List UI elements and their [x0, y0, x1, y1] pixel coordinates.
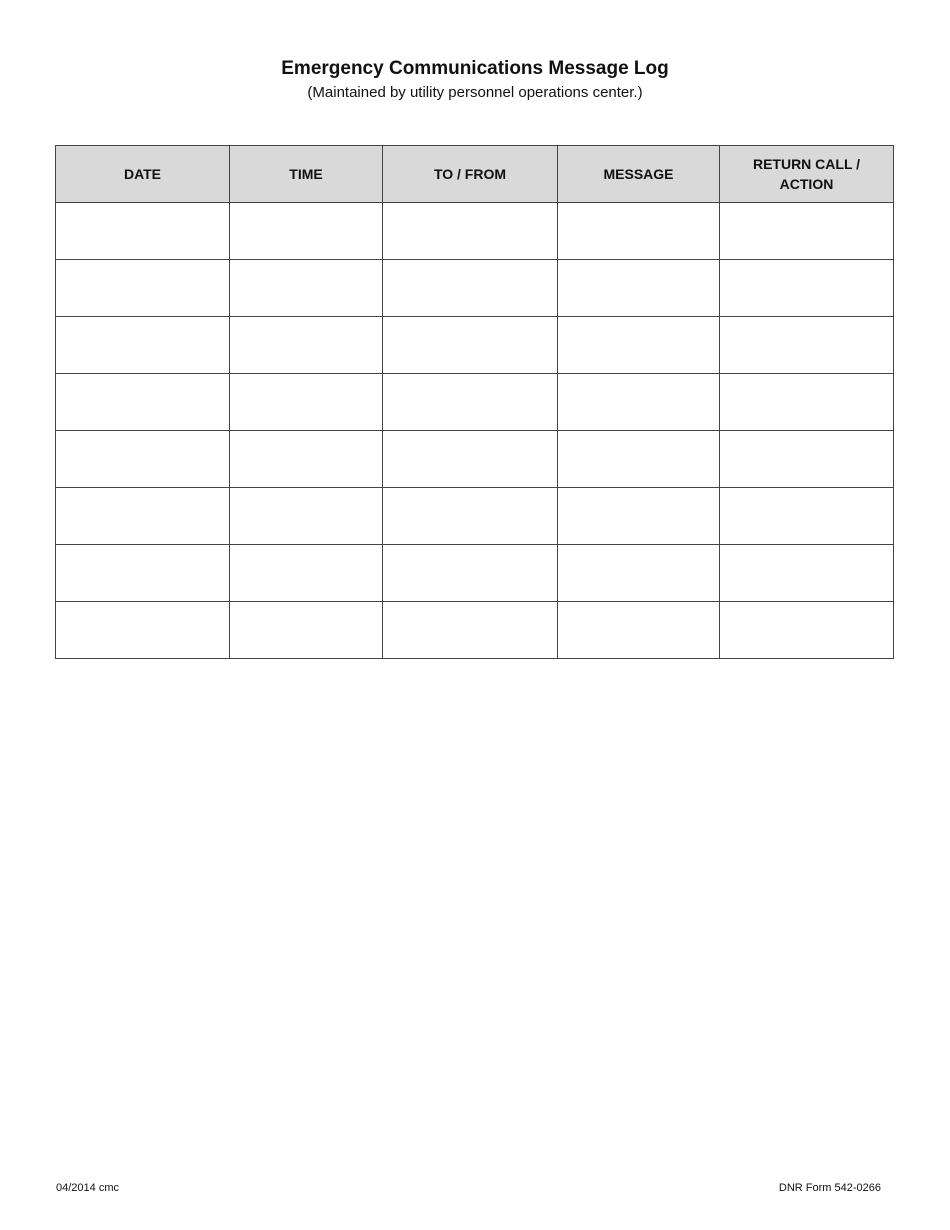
time-cell[interactable] — [230, 203, 383, 260]
date-cell[interactable] — [56, 602, 230, 659]
page-subtitle: (Maintained by utility personnel operations center.) — [307, 84, 643, 101]
return-call-action-cell[interactable] — [720, 317, 894, 374]
column-header-message: MESSAGE — [558, 146, 720, 203]
column-header-to-from: TO / FROM — [383, 146, 558, 203]
to-from-cell[interactable] — [383, 602, 558, 659]
date-cell[interactable] — [56, 203, 230, 260]
table-row — [56, 203, 894, 260]
return-call-action-cell[interactable] — [720, 260, 894, 317]
table-row — [56, 602, 894, 659]
return-call-action-cell[interactable] — [720, 431, 894, 488]
to-from-cell[interactable] — [383, 545, 558, 602]
message-cell[interactable] — [558, 374, 720, 431]
column-header-time: TIME — [230, 146, 383, 203]
column-header-return-call-action: RETURN CALL / ACTION — [720, 146, 894, 203]
time-cell[interactable] — [230, 602, 383, 659]
to-from-cell[interactable] — [383, 203, 558, 260]
time-cell[interactable] — [230, 545, 383, 602]
return-call-action-cell[interactable] — [720, 602, 894, 659]
to-from-cell[interactable] — [383, 488, 558, 545]
date-cell[interactable] — [56, 260, 230, 317]
time-cell[interactable] — [230, 374, 383, 431]
column-header-date: DATE — [56, 146, 230, 203]
form-revision-date: 04/2014 cmc — [56, 1182, 119, 1194]
message-cell[interactable] — [558, 431, 720, 488]
table-row — [56, 488, 894, 545]
to-from-cell[interactable] — [383, 317, 558, 374]
table-row — [56, 545, 894, 602]
time-cell[interactable] — [230, 260, 383, 317]
to-from-cell[interactable] — [383, 260, 558, 317]
date-cell[interactable] — [56, 317, 230, 374]
message-cell[interactable] — [558, 545, 720, 602]
date-cell[interactable] — [56, 488, 230, 545]
page-title: Emergency Communications Message Log — [281, 58, 669, 79]
time-cell[interactable] — [230, 317, 383, 374]
return-call-action-cell[interactable] — [720, 203, 894, 260]
date-cell[interactable] — [56, 545, 230, 602]
return-call-action-cell[interactable] — [720, 545, 894, 602]
to-from-cell[interactable] — [383, 374, 558, 431]
message-cell[interactable] — [558, 488, 720, 545]
message-cell[interactable] — [558, 602, 720, 659]
return-call-action-cell[interactable] — [720, 488, 894, 545]
return-call-action-cell[interactable] — [720, 374, 894, 431]
date-cell[interactable] — [56, 431, 230, 488]
form-number: DNR Form 542-0266 — [778, 1182, 881, 1194]
message-log-table — [55, 145, 894, 659]
message-cell[interactable] — [558, 317, 720, 374]
table-row — [56, 260, 894, 317]
table-header-row — [56, 146, 894, 203]
time-cell[interactable] — [230, 488, 383, 545]
time-cell[interactable] — [230, 431, 383, 488]
table-row — [56, 374, 894, 431]
to-from-cell[interactable] — [383, 431, 558, 488]
message-cell[interactable] — [558, 260, 720, 317]
table-row — [56, 431, 894, 488]
date-cell[interactable] — [56, 374, 230, 431]
message-cell[interactable] — [558, 203, 720, 260]
table-row — [56, 317, 894, 374]
